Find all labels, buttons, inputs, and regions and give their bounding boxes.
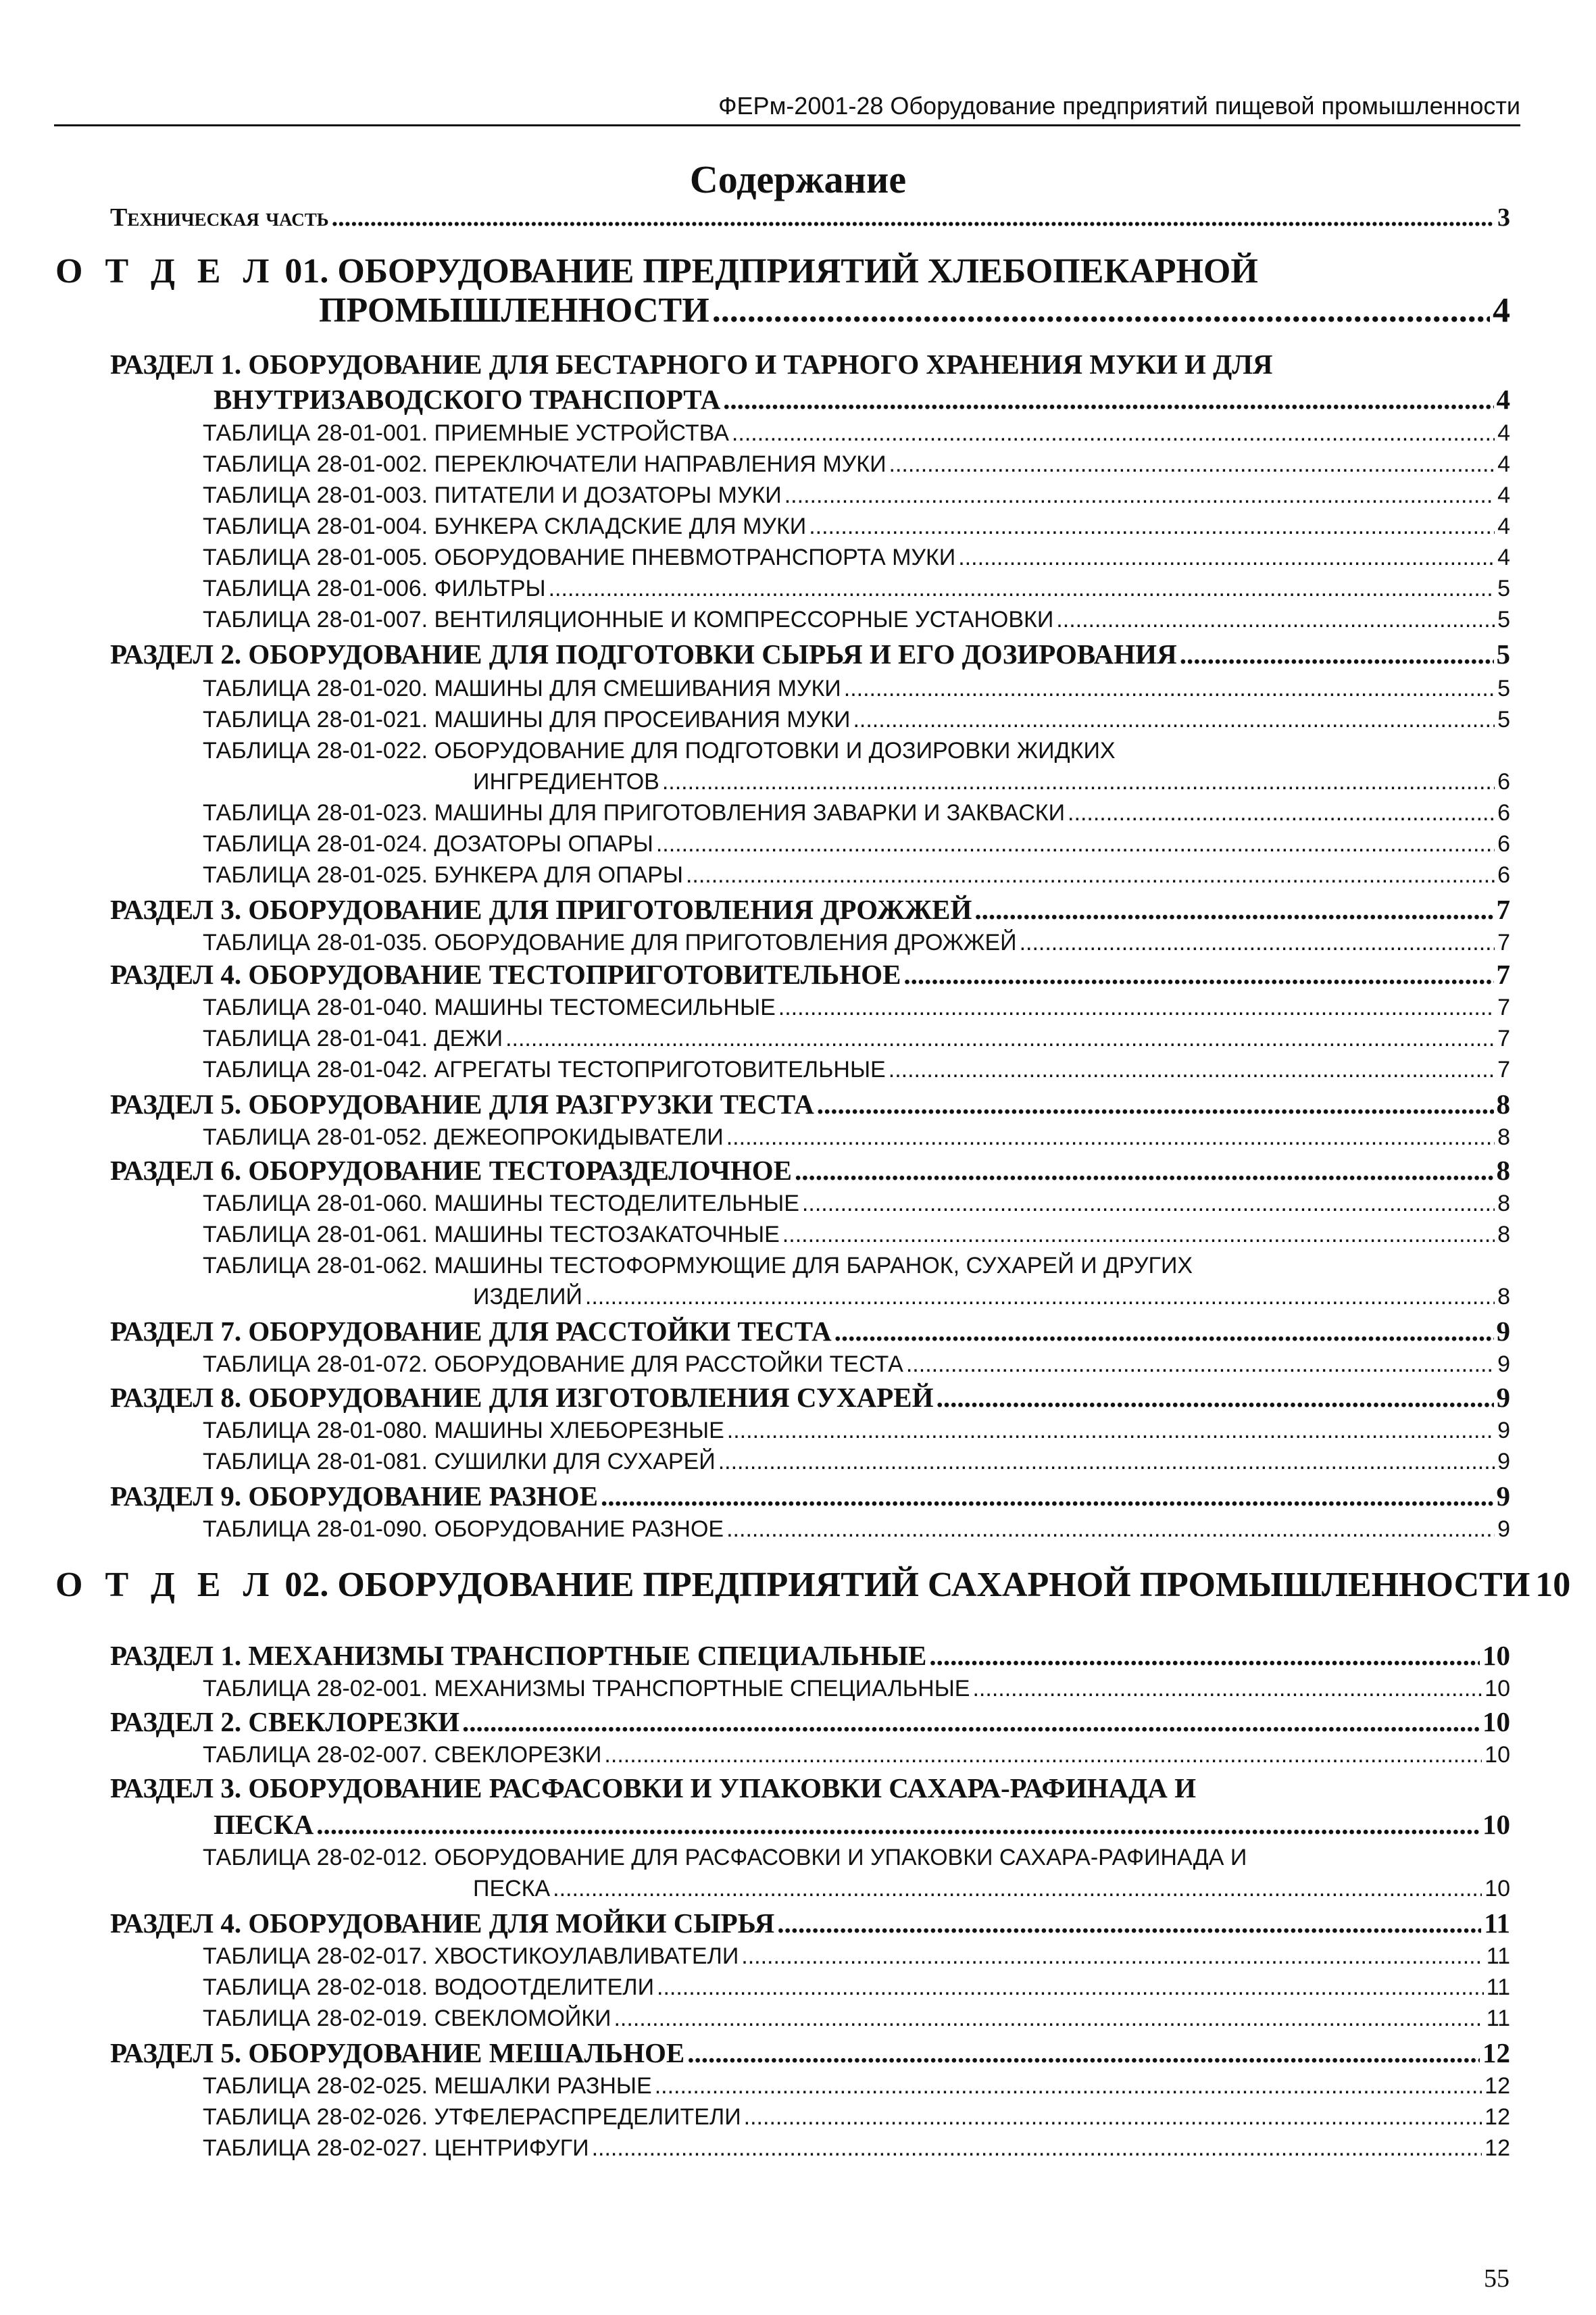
otdel-title: 02. ОБОРУДОВАНИЕ ПРЕДПРИЯТИЙ САХАРНОЙ ПРОМЫШЛЕННОСТИ bbox=[284, 1566, 1530, 1604]
toc-razdel-8[interactable]: РАЗДЕЛ 8. ОБОРУДОВАНИЕ ДЛЯ ИЗГОТОВЛЕНИЯ СУХАРЕЙ ..... 9 bbox=[110, 1381, 1510, 1414]
toc-sugar-razdel-3[interactable]: ПЕСКА ..... 10 bbox=[214, 1808, 1510, 1841]
toc-table-28-02-017[interactable]: ТАБЛИЦА 28-02-017. ХВОСТИКОУЛАВЛИВАТЕЛИ ..... 11 bbox=[203, 1943, 1510, 1970]
toc-table-28-02-001[interactable]: ТАБЛИЦА 28-02-001. МЕХАНИЗМЫ ТРАНСПОРТНЫЕ СПЕЦИАЛЬНЫЕ ..... 10 bbox=[203, 1676, 1510, 1702]
toc-table-28-01-035[interactable]: ТАБЛИЦА 28-01-035. ОБОРУДОВАНИЕ ДЛЯ ПРИГОТОВЛЕНИЯ ДРОЖЖЕЙ ..... 7 bbox=[203, 930, 1510, 956]
toc-razdel-6[interactable]: РАЗДЕЛ 6. ОБОРУДОВАНИЕ ТЕСТОРАЗДЕЛОЧНОЕ ..... 8 bbox=[110, 1154, 1510, 1187]
toc-table-28-01-005[interactable]: ТАБЛИЦА 28-01-005. ОБОРУДОВАНИЕ ПНЕВМОТРАНСПОРТА МУКИ ..... 4 bbox=[203, 545, 1510, 571]
toc-table-28-02-012[interactable]: ПЕСКА ..... 10 bbox=[473, 1876, 1510, 1902]
toc-sugar-razdel-4[interactable]: РАЗДЕЛ 4. ОБОРУДОВАНИЕ ДЛЯ МОЙКИ СЫРЬЯ ..... 11 bbox=[110, 1907, 1510, 1939]
toc-otdel-01-line1[interactable] bbox=[55, 251, 1258, 291]
toc-sugar-razdel-5[interactable]: РАЗДЕЛ 5. ОБОРУДОВАНИЕ МЕШАЛЬНОЕ ..... 12 bbox=[110, 2037, 1510, 2069]
toc-table-28-02-019[interactable]: ТАБЛИЦА 28-02-019. СВЕКЛОМОЙКИ ..... 11 bbox=[203, 2006, 1510, 2032]
toc-table-28-01-080[interactable]: ТАБЛИЦА 28-01-080. МАШИНЫ ХЛЕБОРЕЗНЫЕ ..... 9 bbox=[203, 1418, 1510, 1444]
toc-sugar-razdel-3-line1[interactable]: РАЗДЕЛ 3. ОБОРУДОВАНИЕ РАСФАСОВКИ И УПАКОВКИ САХАРА-РАФИНАДА И bbox=[110, 1772, 1197, 1803]
toc-razdel-9[interactable]: РАЗДЕЛ 9. ОБОРУДОВАНИЕ РАЗНОЕ ..... 9 bbox=[110, 1480, 1510, 1512]
toc-table-28-01-020[interactable]: ТАБЛИЦА 28-01-020. МАШИНЫ ДЛЯ СМЕШИВАНИЯ МУКИ ..... 5 bbox=[203, 676, 1510, 702]
toc-page-number: 4 bbox=[1493, 291, 1510, 330]
otdel-title: 01. ОБОРУДОВАНИЕ ПРЕДПРИЯТИЙ ХЛЕБОПЕКАРНОЙ bbox=[284, 252, 1258, 291]
toc-table-28-01-022-line1[interactable]: ТАБЛИЦА 28-01-022. ОБОРУДОВАНИЕ ДЛЯ ПОДГОТОВКИ И ДОЗИРОВКИ ЖИДКИХ bbox=[203, 738, 1116, 764]
page-number: 55 bbox=[1484, 2264, 1510, 2293]
toc-table-28-02-012-line1[interactable]: ТАБЛИЦА 28-02-012. ОБОРУДОВАНИЕ ДЛЯ РАСФАСОВКИ И УПАКОВКИ САХАРА-РАФИНАДА И bbox=[203, 1845, 1247, 1870]
toc-table-28-01-022[interactable]: ИНГРЕДИЕНТОВ ..... 6 bbox=[473, 769, 1510, 795]
toc-razdel-2[interactable]: РАЗДЕЛ 2. ОБОРУДОВАНИЕ ДЛЯ ПОДГОТОВКИ СЫРЬЯ И ЕГО ДОЗИРОВАНИЯ ..... 5 bbox=[110, 638, 1510, 670]
page-title: Содержание bbox=[689, 157, 907, 201]
toc-table-28-01-023[interactable]: ТАБЛИЦА 28-01-023. МАШИНЫ ДЛЯ ПРИГОТОВЛЕНИЯ ЗАВАРКИ И ЗАКВАСКИ ..... 6 bbox=[203, 800, 1510, 826]
toc-table-28-01-006[interactable]: ТАБЛИЦА 28-01-006. ФИЛЬТРЫ ..... 5 bbox=[203, 576, 1510, 602]
toc-table-28-01-021[interactable]: ТАБЛИЦА 28-01-021. МАШИНЫ ДЛЯ ПРОСЕИВАНИЯ МУКИ ..... 5 bbox=[203, 707, 1510, 733]
toc-table-28-01-040[interactable]: ТАБЛИЦА 28-01-040. МАШИНЫ ТЕСТОМЕСИЛЬНЫЕ ..... 7 bbox=[203, 995, 1510, 1021]
toc-razdel-3[interactable]: РАЗДЕЛ 3. ОБОРУДОВАНИЕ ДЛЯ ПРИГОТОВЛЕНИЯ ДРОЖЖЕЙ ..... 7 bbox=[110, 893, 1510, 926]
toc-table-28-01-024[interactable]: ТАБЛИЦА 28-01-024. ДОЗАТОРЫ ОПАРЫ ..... 6 bbox=[203, 831, 1510, 857]
toc-table-28-01-090[interactable]: ТАБЛИЦА 28-01-090. ОБОРУДОВАНИЕ РАЗНОЕ ..... 9 bbox=[203, 1516, 1510, 1543]
toc-razdel-4[interactable]: РАЗДЕЛ 4. ОБОРУДОВАНИЕ ТЕСТОПРИГОТОВИТЕЛЬНОЕ ..... 7 bbox=[110, 958, 1510, 991]
toc-table-28-01-081[interactable]: ТАБЛИЦА 28-01-081. СУШИЛКИ ДЛЯ СУХАРЕЙ ..... 9 bbox=[203, 1449, 1510, 1475]
toc-table-28-01-002[interactable]: ТАБЛИЦА 28-01-002. ПЕРЕКЛЮЧАТЕЛИ НАПРАВЛЕНИЯ МУКИ ..... 4 bbox=[203, 451, 1510, 478]
toc-razdel-7[interactable]: РАЗДЕЛ 7. ОБОРУДОВАНИЕ ДЛЯ РАССТОЙКИ ТЕСТА ..... 9 bbox=[110, 1315, 1510, 1347]
toc-table-28-01-003[interactable]: ТАБЛИЦА 28-01-003. ПИТАТЕЛИ И ДОЗАТОРЫ МУКИ ..... 4 bbox=[203, 482, 1510, 509]
toc-table-28-01-072[interactable]: ТАБЛИЦА 28-01-072. ОБОРУДОВАНИЕ ДЛЯ РАССТОЙКИ ТЕСТА ..... 9 bbox=[203, 1351, 1510, 1378]
toc-otdel-02[interactable]: О Т Д Е Л 02. ОБОРУДОВАНИЕ ПРЕДПРИЯТИЙ САХАРНОЙ ПРОМЫШЛЕННОСТИ 10 bbox=[55, 1566, 1571, 1604]
otdel-title-cont: ПРОМЫШЛЕННОСТИ bbox=[319, 291, 709, 330]
toc-otdel-01[interactable] bbox=[319, 291, 1510, 330]
toc-table-28-02-025[interactable]: ТАБЛИЦА 28-02-025. МЕШАЛКИ РАЗНЫЕ ..... 12 bbox=[203, 2073, 1510, 2099]
toc-table-28-01-041[interactable]: ТАБЛИЦА 28-01-041. ДЕЖИ ..... 7 bbox=[203, 1026, 1510, 1052]
otdel-prefix: О Т Д Е Л bbox=[55, 252, 276, 291]
toc-table-28-01-062[interactable]: ИЗДЕЛИЙ ..... 8 bbox=[473, 1284, 1510, 1310]
toc-sugar-razdel-2[interactable]: РАЗДЕЛ 2. СВЕКЛОРЕЗКИ ..... 10 bbox=[110, 1706, 1510, 1738]
toc-table-28-01-042[interactable]: ТАБЛИЦА 28-01-042. АГРЕГАТЫ ТЕСТОПРИГОТОВИТЕЛЬНЫЕ ..... 7 bbox=[203, 1057, 1510, 1083]
toc-entry-technical-part[interactable] bbox=[110, 203, 1510, 232]
running-header: ФЕРм-2001-28 Оборудование предприятий пищевой промышленности bbox=[54, 92, 1520, 126]
toc-table-28-02-026[interactable]: ТАБЛИЦА 28-02-026. УТФЕЛЕРАСПРЕДЕЛИТЕЛИ ..... 12 bbox=[203, 2104, 1510, 2131]
toc-table-28-02-007[interactable]: ТАБЛИЦА 28-02-007. СВЕКЛОРЕЗКИ ..... 10 bbox=[203, 1742, 1510, 1768]
toc-table-28-01-052[interactable]: ТАБЛИЦА 28-01-052. ДЕЖЕОПРОКИДЫВАТЕЛИ ..... 8 bbox=[203, 1124, 1510, 1151]
toc-table-28-01-025[interactable]: ТАБЛИЦА 28-01-025. БУНКЕРА ДЛЯ ОПАРЫ ..... 6 bbox=[203, 862, 1510, 889]
toc-razdel-1[interactable] bbox=[214, 383, 1510, 416]
otdel-prefix: О Т Д Е Л bbox=[55, 1566, 276, 1604]
toc-table-28-01-061[interactable]: ТАБЛИЦА 28-01-061. МАШИНЫ ТЕСТОЗАКАТОЧНЫЕ ..... 8 bbox=[203, 1222, 1510, 1248]
toc-table-28-02-027[interactable]: ТАБЛИЦА 28-02-027. ЦЕНТРИФУГИ ..... 12 bbox=[203, 2135, 1510, 2162]
toc-table-28-01-004[interactable]: ТАБЛИЦА 28-01-004. БУНКЕРА СКЛАДСКИЕ ДЛЯ МУКИ ..... 4 bbox=[203, 514, 1510, 540]
toc-page-number: 4 bbox=[1496, 384, 1510, 415]
toc-sugar-razdel-1[interactable]: РАЗДЕЛ 1. МЕХАНИЗМЫ ТРАНСПОРТНЫЕ СПЕЦИАЛЬНЫЕ ..... 10 bbox=[110, 1639, 1510, 1672]
toc-table-28-01-060[interactable]: ТАБЛИЦА 28-01-060. МАШИНЫ ТЕСТОДЕЛИТЕЛЬНЫЕ ..... 8 bbox=[203, 1191, 1510, 1217]
toc-razdel-5[interactable]: РАЗДЕЛ 5. ОБОРУДОВАНИЕ ДЛЯ РАЗГРУЗКИ ТЕСТА ..... 8 bbox=[110, 1088, 1510, 1120]
toc-razdel-1-line1[interactable]: РАЗДЕЛ 1. ОБОРУДОВАНИЕ ДЛЯ БЕСТАРНОГО И ТАРНОГО ХРАНЕНИЯ МУКИ И ДЛЯ bbox=[110, 349, 1273, 380]
toc-entry-label: Техническая часть bbox=[110, 203, 329, 232]
toc-table-28-01-001[interactable]: ТАБЛИЦА 28-01-001. ПРИЕМНЫЕ УСТРОЙСТВА ..... 4 bbox=[203, 420, 1510, 447]
toc-table-28-01-062-line1[interactable]: ТАБЛИЦА 28-01-062. МАШИНЫ ТЕСТОФОРМУЮЩИЕ ДЛЯ БАРАНОК, СУХАРЕЙ И ДРУГИХ bbox=[203, 1253, 1193, 1278]
toc-table-28-01-007[interactable]: ТАБЛИЦА 28-01-007. ВЕНТИЛЯЦИОННЫЕ И КОМПРЕССОРНЫЕ УСТАНОВКИ ..... 5 bbox=[203, 607, 1510, 633]
toc-table-28-02-018[interactable]: ТАБЛИЦА 28-02-018. ВОДООТДЕЛИТЕЛИ ..... 11 bbox=[203, 1974, 1510, 2001]
toc-page-number: 3 bbox=[1497, 203, 1510, 232]
razdel-title-cont: ВНУТРИЗАВОДСКОГО ТРАНСПОРТА bbox=[214, 384, 721, 415]
